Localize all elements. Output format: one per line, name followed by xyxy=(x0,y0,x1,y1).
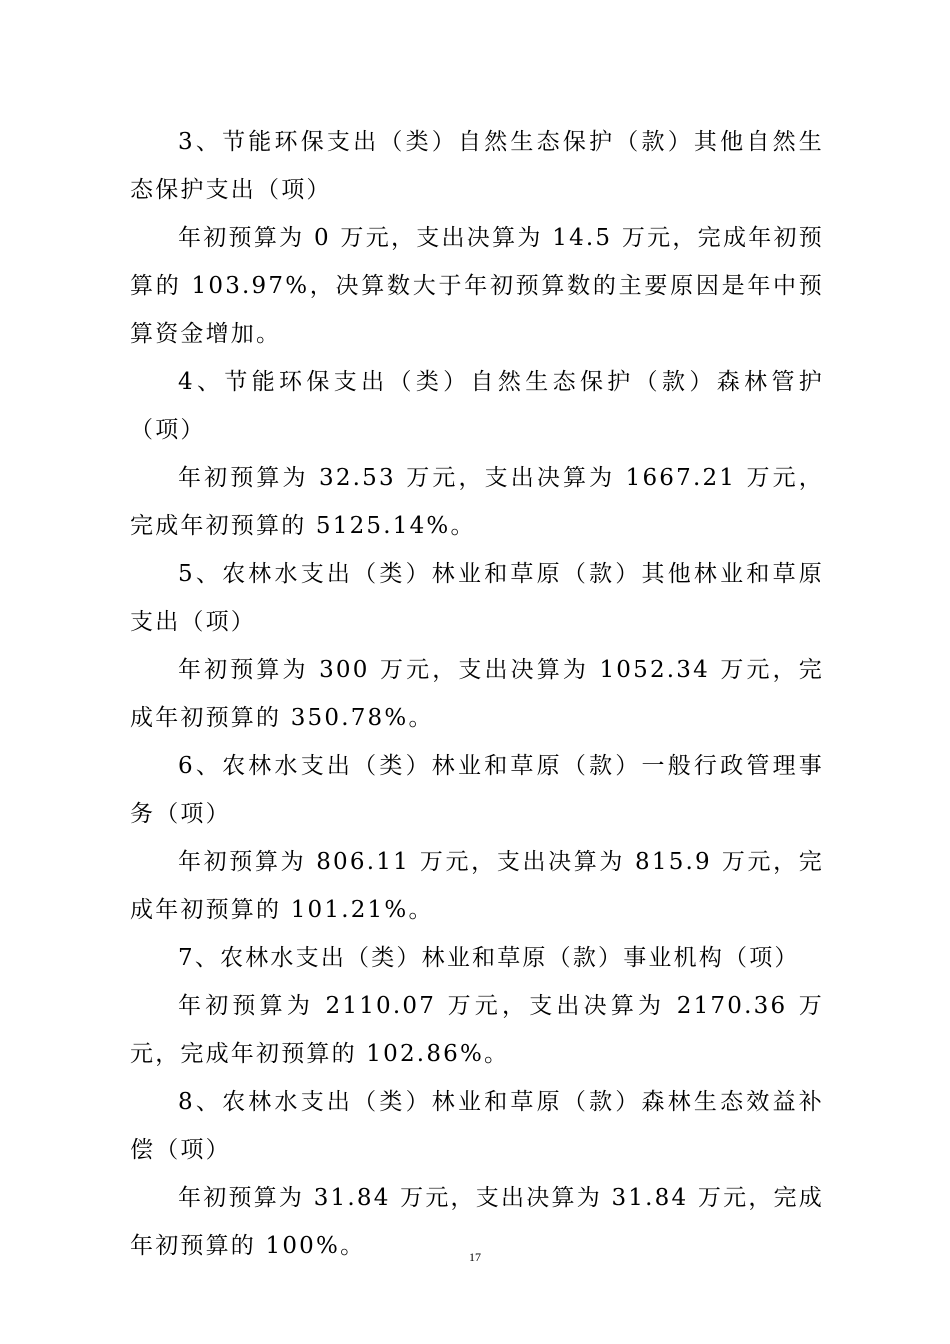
item-3-description: 年初预算为 0 万元，支出决算为 14.5 万元，完成年初预算的 103.97%，决算数大于年初预算数的主要原因是年中预算资金增加。 xyxy=(130,225,824,347)
item-4-heading: 4、节能环保支出（类）自然生态保护（款）森林管护（项） xyxy=(130,369,824,443)
item-5-heading: 5、农林水支出（类）林业和草原（款）其他林业和草原支出（项） xyxy=(130,561,824,635)
item-8-heading: 8、农林水支出（类）林业和草原（款）森林生态效益补偿（项） xyxy=(130,1089,824,1163)
item-3-heading: 3、节能环保支出（类）自然生态保护（款）其他自然生态保护支出（项） xyxy=(130,129,824,203)
item-8-description: 年初预算为 31.84 万元，支出决算为 31.84 万元，完成年初预算的 100%。 xyxy=(130,1185,824,1259)
item-7-description: 年初预算为 2110.07 万元，支出决算为 2170.36 万元，完成年初预算的 102.86%。 xyxy=(130,993,824,1067)
item-4-description: 年初预算为 32.53 万元，支出决算为 1667.21 万元，完成年初预算的 5125.14%。 xyxy=(130,465,824,539)
item-7-heading: 7、农林水支出（类）林业和草原（款）事业机构（项） xyxy=(178,945,800,971)
item-5-description: 年初预算为 300 万元，支出决算为 1052.34 万元，完成年初预算的 350.78%。 xyxy=(130,657,824,731)
body-text xyxy=(130,118,824,1270)
item-6-heading: 6、农林水支出（类）林业和草原（款）一般行政管理事务（项） xyxy=(130,753,824,827)
item-6-description: 年初预算为 806.11 万元，支出决算为 815.9 万元，完成年初预算的 101.21%。 xyxy=(130,849,824,923)
page-number: 17 xyxy=(469,1250,481,1264)
